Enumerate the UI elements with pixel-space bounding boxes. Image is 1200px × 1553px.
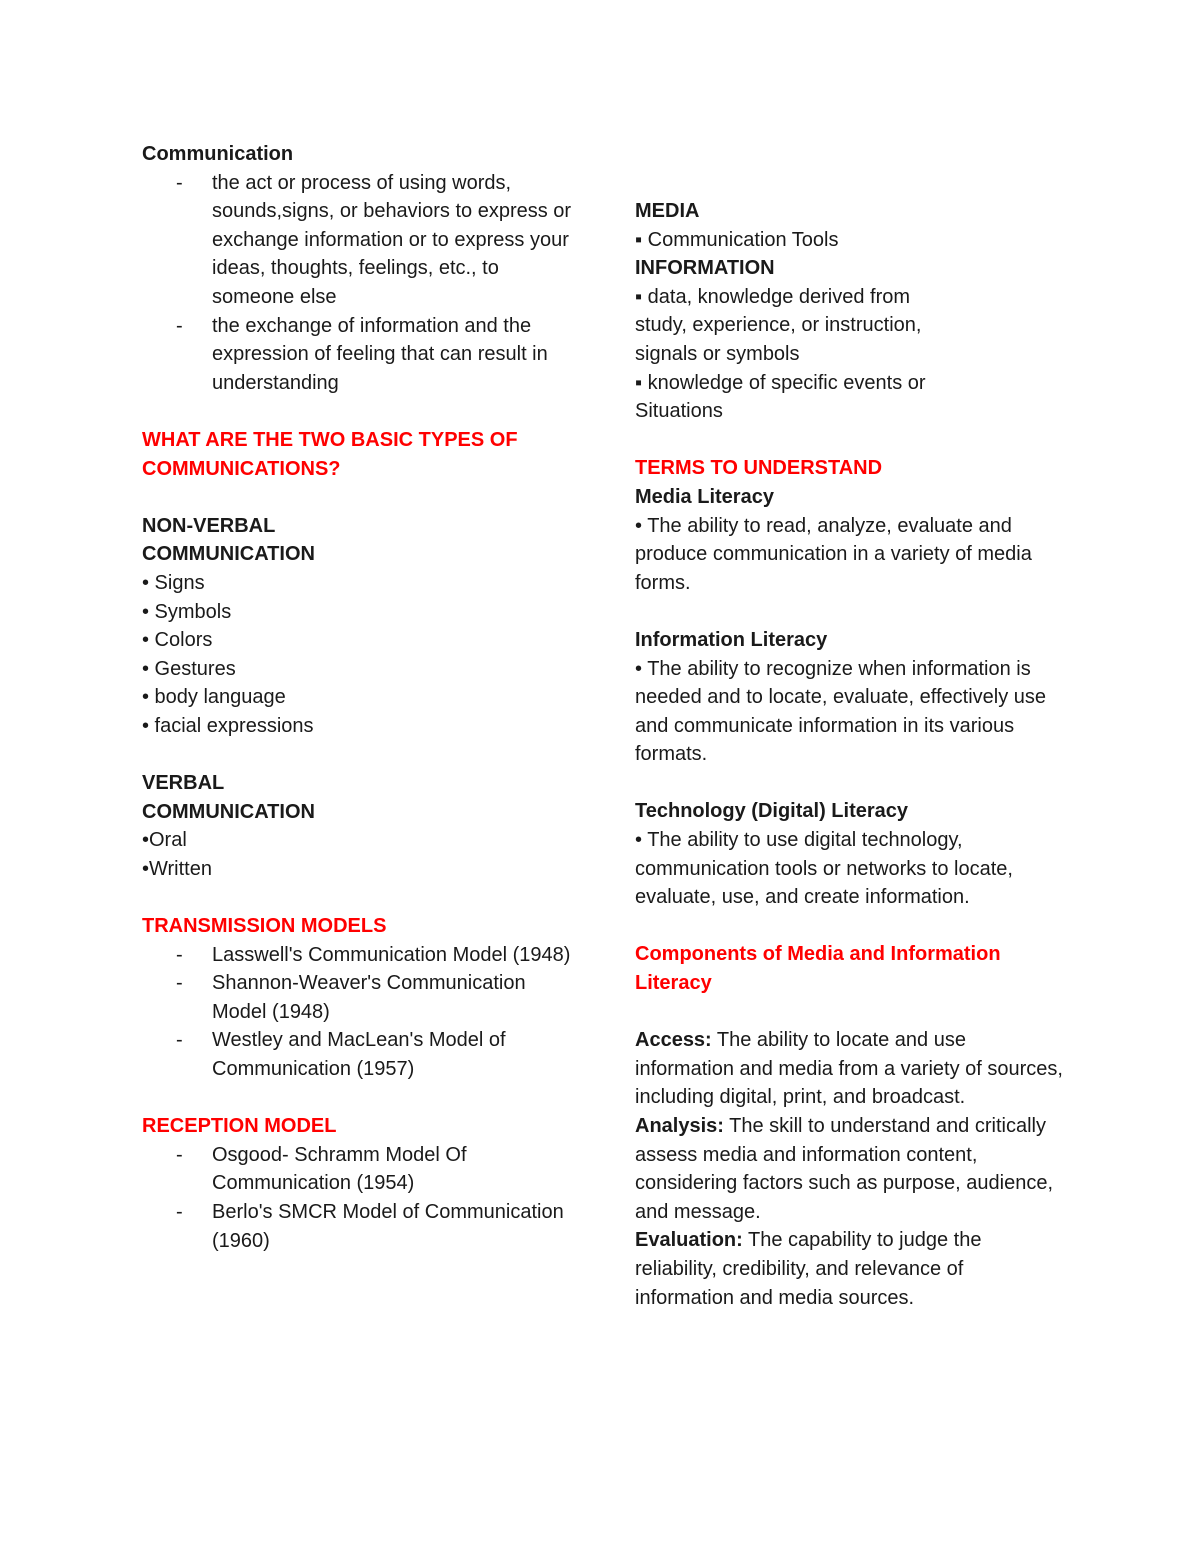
component-text: The capability to judge the reliability, credibility, and relevance of information and media sources. xyxy=(635,1229,982,1309)
nonverbal-item: • Signs xyxy=(142,571,205,594)
right-column xyxy=(635,197,1065,1312)
transmission-model-item: - Westley and MacLean's Model of Communication (1957) xyxy=(142,1026,582,1083)
verbal-item: •Oral xyxy=(142,829,187,852)
nonverbal-item: • body language xyxy=(142,686,286,709)
verbal-item: •Written xyxy=(142,857,212,880)
transmission-models-list xyxy=(142,941,582,1084)
definition-item: - the act or process of using words, sounds,signs, or behaviors to express or exchange information or to express your ideas, thoughts, feelings, etc., to someone else xyxy=(142,169,582,312)
transmission-model-item: - Lasswell's Communication Model (1948) xyxy=(142,941,582,970)
media-item: ▪ Communication Tools xyxy=(635,228,839,251)
component-text: The skill to understand and critically assess media and information content, considering factors such as purpose, audience, and message. xyxy=(635,1115,1054,1223)
information-line: ▪ knowledge of specific events or xyxy=(635,371,926,394)
component-item xyxy=(635,1112,1065,1226)
reception-model-heading: RECEPTION MODEL xyxy=(142,1115,337,1138)
term-description: • The ability to recognize when information is needed and to locate, evaluate, effectively use and communicate information in its various formats. xyxy=(635,657,1047,766)
term-description: • The ability to read, analyze, evaluate and produce communication in a variety of media forms. xyxy=(635,514,1032,594)
reception-model-item: - Osgood- Schramm Model Of Communication (1954) xyxy=(142,1141,582,1198)
component-term: Access: xyxy=(635,1029,712,1052)
term-name: Technology (Digital) Literacy xyxy=(635,800,908,823)
information-line: Situations xyxy=(635,400,723,423)
definition-item: - the exchange of information and the expression of feeling that can result in understanding xyxy=(142,312,582,398)
information-line: signals or symbols xyxy=(635,342,800,365)
component-item xyxy=(635,1026,1065,1112)
reception-models-list xyxy=(142,1141,582,1255)
communication-heading: Communication xyxy=(142,143,294,165)
nonverbal-item: • Gestures xyxy=(142,657,236,680)
reception-model-item: - Berlo's SMCR Model of Communication (1960) xyxy=(142,1198,582,1255)
left-column xyxy=(142,140,582,1255)
term-description: • The ability to use digital technology, communication tools or networks to locate, evaluate, use, and create information. xyxy=(635,829,1013,909)
component-term: Evaluation: xyxy=(635,1229,743,1252)
term-name: Media Literacy xyxy=(635,485,774,508)
terms-heading: TERMS TO UNDERSTAND xyxy=(635,457,883,480)
information-line: ▪ data, knowledge derived from xyxy=(635,285,911,308)
nonverbal-heading-line1: NON-VERBAL xyxy=(142,514,276,537)
term-name: Information Literacy xyxy=(635,628,828,651)
transmission-models-heading: TRANSMISSION MODELS xyxy=(142,915,387,938)
media-heading: MEDIA xyxy=(635,200,700,222)
nonverbal-heading-line2: COMMUNICATION xyxy=(142,543,315,566)
nonverbal-item: • Symbols xyxy=(142,600,232,623)
communication-definitions xyxy=(142,169,582,398)
types-question-heading: WHAT ARE THE TWO BASIC TYPES OF COMMUNICATIONS? xyxy=(142,428,518,480)
information-line: study, experience, or instruction, xyxy=(635,314,922,337)
information-heading: INFORMATION xyxy=(635,257,775,280)
component-text: The ability to locate and use information and media from a variety of sources, including digital, print, and broadcast. xyxy=(635,1029,1063,1109)
verbal-heading-line2: COMMUNICATION xyxy=(142,800,315,823)
nonverbal-item: • facial expressions xyxy=(142,714,314,737)
verbal-heading-line1: VERBAL xyxy=(142,772,225,795)
component-item xyxy=(635,1226,1065,1312)
nonverbal-item: • Colors xyxy=(142,629,213,652)
transmission-model-item: - Shannon-Weaver's Communication Model (1948) xyxy=(142,969,582,1026)
components-heading: Components of Media and Information Literacy xyxy=(635,943,1001,995)
component-term: Analysis: xyxy=(635,1115,724,1137)
